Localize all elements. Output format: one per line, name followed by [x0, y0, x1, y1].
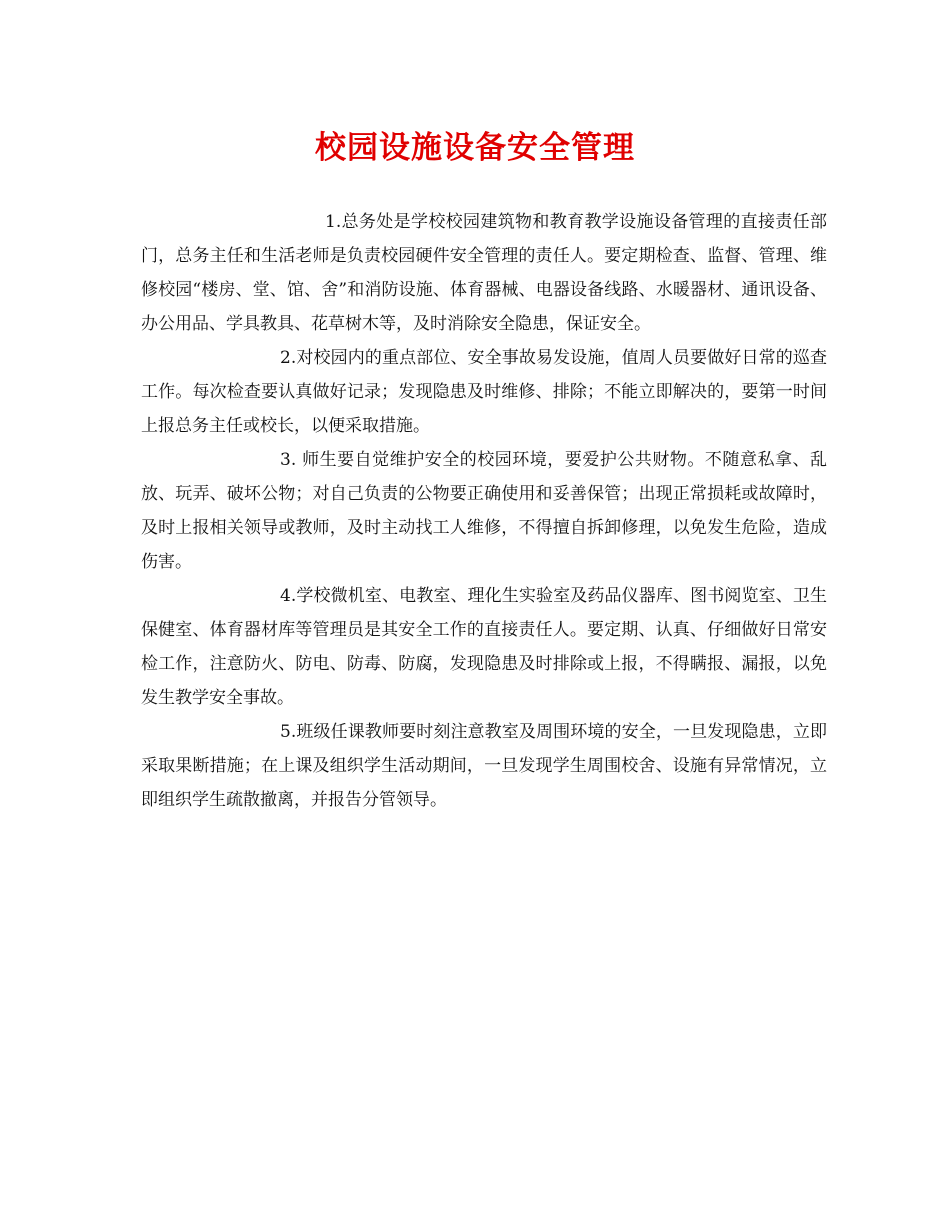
paragraph-1: 1.总务处是学校校园建筑物和教育教学设施设备管理的直接责任部门，总务主任和生活老师是负责校园硬件安全管理的责任人。要定期检查、监督、管理、维修校园“楼房、堂、馆、舍”和消防设施、体育器械、电器设备线路、水暖器材、通讯设备、办公用品、学具教具、花草树木等，及时消除安全隐患，保证安全。 [141, 212, 827, 334]
document-title: 校园设施设备安全管理 [315, 130, 635, 166]
paragraph-4: 4.学校微机室、电教室、理化生实验室及药品仪器库、图书阅览室、卫生保健室、体育器材库等管理员是其安全工作的直接责任人。要定期、认真、仔细做好日常安检工作，注意防火、防电、防毒、防腐，发现隐患及时排除或上报，不得瞒报、漏报，以免发生教学安全事故。 [141, 586, 827, 708]
paragraph-5: 5.班级任课教师要时刻注意教室及周围环境的安全，一旦发现隐患，立即采取果断措施；在上课及组织学生活动期间，一旦发现学生周围校舍、设施有异常情况，立即组织学生疏散撤离，并报告分管领导。 [141, 722, 827, 810]
document-body [141, 205, 827, 817]
paragraph-3: 3. 师生要自觉维护安全的校园环境，要爱护公共财物。不随意私拿、乱放、玩弄、破坏公物；对自己负责的公物要正确使用和妥善保管；出现正常损耗或故障时，及时上报相关领导或教师，及时主动找工人维修，不得擅自拆卸修理，以免发生危险，造成伤害。 [141, 450, 827, 572]
paragraph-2: 2.对校园内的重点部位、安全事故易发设施，值周人员要做好日常的巡查工作。每次检查要认真做好记录；发现隐患及时维修、排除；不能立即解决的，要第一时间上报总务主任或校长，以便采取措施。 [141, 348, 827, 436]
